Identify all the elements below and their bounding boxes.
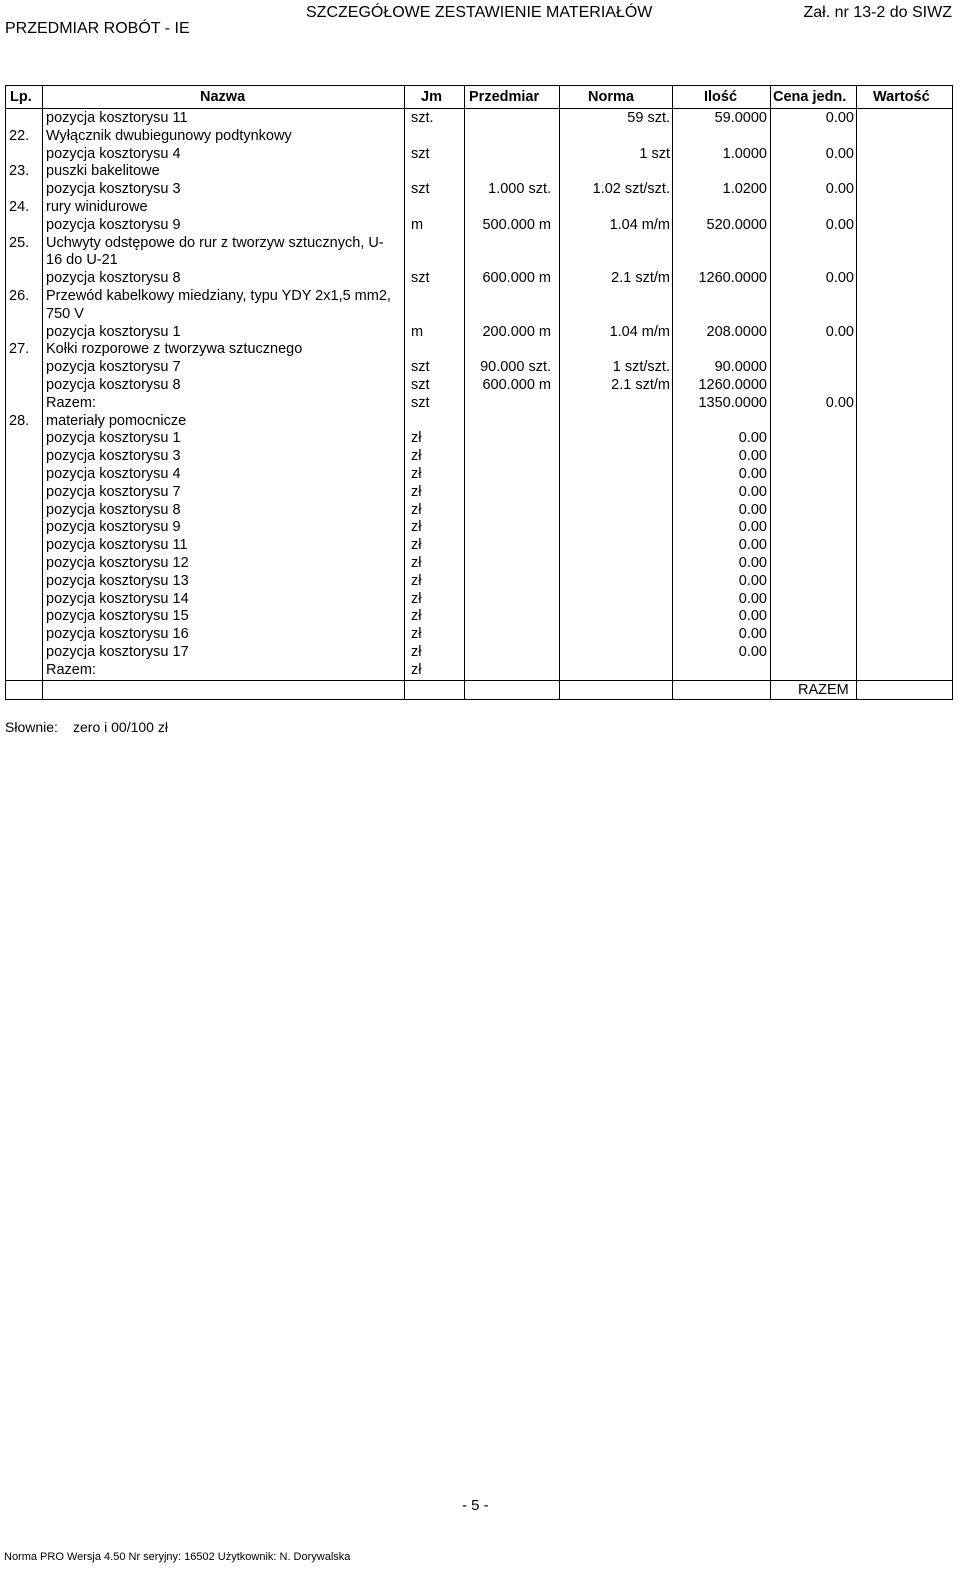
col-divider	[42, 85, 43, 699]
slownie-value: zero i 00/100 zł	[73, 719, 168, 735]
cell-jm: zł	[411, 662, 422, 678]
cell-ilosc: 1260.0000	[698, 377, 767, 393]
cell-lp: 26.	[9, 288, 30, 304]
cell-name: pozycja kosztorysu 15	[46, 608, 189, 624]
cell-ilosc: 0.00	[738, 484, 767, 500]
cell-lp: 27.	[9, 341, 30, 357]
cell-name: pozycja kosztorysu 14	[46, 591, 189, 607]
cell-norma: 2.1 szt/m	[611, 377, 670, 393]
razem-label: RAZEM	[798, 682, 849, 698]
cell-przedmiar: 200.000 m	[482, 324, 551, 340]
cell-cena: 0.00	[825, 217, 854, 233]
cell-jm: szt	[411, 270, 430, 286]
cell-ilosc: 0.00	[738, 519, 767, 535]
document-subtitle: PRZEDMIAR ROBÓT - IE	[5, 20, 190, 37]
cell-jm: m	[411, 324, 424, 340]
cell-norma: 1.04 m/m	[609, 217, 670, 233]
cell-name: pozycja kosztorysu 8	[46, 502, 181, 518]
cell-name: Razem:	[46, 395, 96, 411]
cell-ilosc: 0.00	[738, 608, 767, 624]
cell-name: pozycja kosztorysu 11	[46, 537, 188, 553]
cell-ilosc: 90.0000	[714, 359, 767, 375]
cell-name: pozycja kosztorysu 1	[46, 324, 181, 340]
cell-name: pozycja kosztorysu 3	[46, 448, 181, 464]
cell-ilosc: 0.00	[738, 448, 767, 464]
col-divider	[770, 85, 771, 699]
cell-name: 750 V	[46, 306, 84, 322]
col-header-wartosc: Wartość	[873, 89, 930, 105]
cell-cena: 0.00	[825, 395, 854, 411]
cell-name: pozycja kosztorysu 9	[46, 519, 181, 535]
cell-name: Wyłącznik dwubiegunowy podtynkowy	[46, 128, 292, 144]
cell-name: pozycja kosztorysu 7	[46, 484, 181, 500]
cell-przedmiar: 600.000 m	[482, 377, 551, 393]
cell-jm: zł	[411, 555, 422, 571]
cell-lp: 25.	[9, 235, 30, 251]
cell-jm: zł	[411, 448, 422, 464]
col-header-nazwa: Nazwa	[200, 89, 246, 105]
cell-norma: 1 szt/szt.	[612, 359, 670, 375]
cell-jm: zł	[411, 591, 422, 607]
cell-name: Uchwyty odstępowe do rur z tworzyw sztucznych, U-	[46, 235, 384, 251]
col-divider	[404, 85, 405, 699]
cell-name: pozycja kosztorysu 12	[46, 555, 189, 571]
cell-name: puszki bakelitowe	[46, 163, 160, 179]
attachment-number: Zał. nr 13-2 do SIWZ	[803, 4, 952, 21]
cell-name: pozycja kosztorysu 9	[46, 217, 181, 233]
cell-name: rury winidurowe	[46, 199, 148, 215]
col-header-lp: Lp.	[10, 89, 32, 105]
cell-name: pozycja kosztorysu 11	[46, 110, 188, 126]
cell-ilosc: 1.0200	[722, 181, 767, 197]
cell-cena: 0.00	[825, 181, 854, 197]
cell-name: Przewód kabelkowy miedziany, typu YDY 2x1,5 mm2,	[46, 288, 391, 304]
col-header-przedmiar: Przedmiar	[469, 89, 540, 105]
cell-przedmiar: 600.000 m	[482, 270, 551, 286]
cell-jm: zł	[411, 626, 422, 642]
cell-ilosc: 0.00	[738, 644, 767, 660]
cell-ilosc: 0.00	[738, 555, 767, 571]
cell-jm: szt	[411, 181, 430, 197]
cell-name: pozycja kosztorysu 4	[46, 466, 181, 482]
cell-ilosc: 1.0000	[722, 146, 767, 162]
cell-ilosc: 1350.0000	[698, 395, 767, 411]
cell-ilosc: 0.00	[738, 573, 767, 589]
software-footer: Norma PRO Wersja 4.50 Nr seryjny: 16502 Użytkownik: N. Dorywalska	[4, 1551, 351, 1563]
col-header-ilosc: Ilość	[704, 89, 738, 105]
cell-lp: 22.	[9, 128, 30, 144]
cell-cena: 0.00	[825, 110, 854, 126]
cell-norma: 1.02 szt/szt.	[592, 181, 670, 197]
page-number: - 5 -	[462, 1497, 489, 1514]
cell-jm: m	[411, 217, 424, 233]
cell-ilosc: 0.00	[738, 502, 767, 518]
cell-jm: zł	[411, 466, 422, 482]
cell-name: pozycja kosztorysu 16	[46, 626, 189, 642]
cell-przedmiar: 500.000 m	[482, 217, 551, 233]
cell-jm: zł	[411, 608, 422, 624]
cell-name: pozycja kosztorysu 8	[46, 270, 181, 286]
table-bottom-line	[5, 680, 952, 681]
cell-norma: 1 szt	[639, 146, 670, 162]
cell-jm: szt	[411, 359, 430, 375]
cell-ilosc: 59.0000	[714, 110, 767, 126]
cell-name: pozycja kosztorysu 1	[46, 430, 181, 446]
cell-jm: zł	[411, 644, 422, 660]
cell-ilosc: 0.00	[738, 466, 767, 482]
cell-norma: 59 szt.	[627, 110, 670, 126]
cell-przedmiar: 1.000 szt.	[488, 181, 551, 197]
cell-jm: zł	[411, 573, 422, 589]
cell-cena: 0.00	[825, 270, 854, 286]
cell-name: pozycja kosztorysu 4	[46, 146, 181, 162]
cell-jm: szt.	[411, 110, 434, 126]
cell-jm: zł	[411, 430, 422, 446]
cell-cena: 0.00	[825, 146, 854, 162]
slownie-label: Słownie:	[5, 719, 58, 735]
cell-norma: 2.1 szt/m	[611, 270, 670, 286]
cell-lp: 28.	[9, 413, 30, 429]
cell-name: Razem:	[46, 662, 96, 678]
cell-jm: szt	[411, 377, 430, 393]
document-title: SZCZEGÓŁOWE ZESTAWIENIE MATERIAŁÓW	[306, 4, 653, 21]
cell-name: pozycja kosztorysu 17	[46, 644, 189, 660]
cell-jm: zł	[411, 502, 422, 518]
cell-name: pozycja kosztorysu 7	[46, 359, 181, 375]
cell-name: materiały pomocnicze	[46, 413, 187, 429]
cell-jm: szt	[411, 146, 430, 162]
cell-jm: zł	[411, 537, 422, 553]
col-divider	[464, 85, 465, 699]
cell-ilosc: 1260.0000	[698, 270, 767, 286]
cell-jm: zł	[411, 484, 422, 500]
cell-ilosc: 0.00	[738, 537, 767, 553]
cell-ilosc: 0.00	[738, 626, 767, 642]
cell-ilosc: 0.00	[738, 591, 767, 607]
cell-lp: 24.	[9, 199, 30, 215]
col-header-jm: Jm	[421, 89, 442, 105]
cell-ilosc: 208.0000	[706, 324, 767, 340]
cell-norma: 1.04 m/m	[609, 324, 670, 340]
cell-ilosc: 0.00	[738, 430, 767, 446]
cell-name: pozycja kosztorysu 13	[46, 573, 189, 589]
col-header-norma: Norma	[588, 89, 634, 105]
cell-name: pozycja kosztorysu 8	[46, 377, 181, 393]
cell-name: pozycja kosztorysu 3	[46, 181, 181, 197]
cell-cena: 0.00	[825, 324, 854, 340]
cell-name: Kołki rozporowe z tworzywa sztucznego	[46, 341, 303, 357]
cell-przedmiar: 90.000 szt.	[480, 359, 551, 375]
cell-jm: zł	[411, 519, 422, 535]
cell-ilosc: 520.0000	[706, 217, 767, 233]
col-divider	[856, 85, 857, 699]
cell-lp: 23.	[9, 163, 30, 179]
col-header-cena: Cena jedn.	[773, 89, 847, 105]
cell-name: 16 do U-21	[46, 252, 118, 268]
header-separator	[5, 108, 952, 109]
cell-jm: szt	[411, 395, 430, 411]
